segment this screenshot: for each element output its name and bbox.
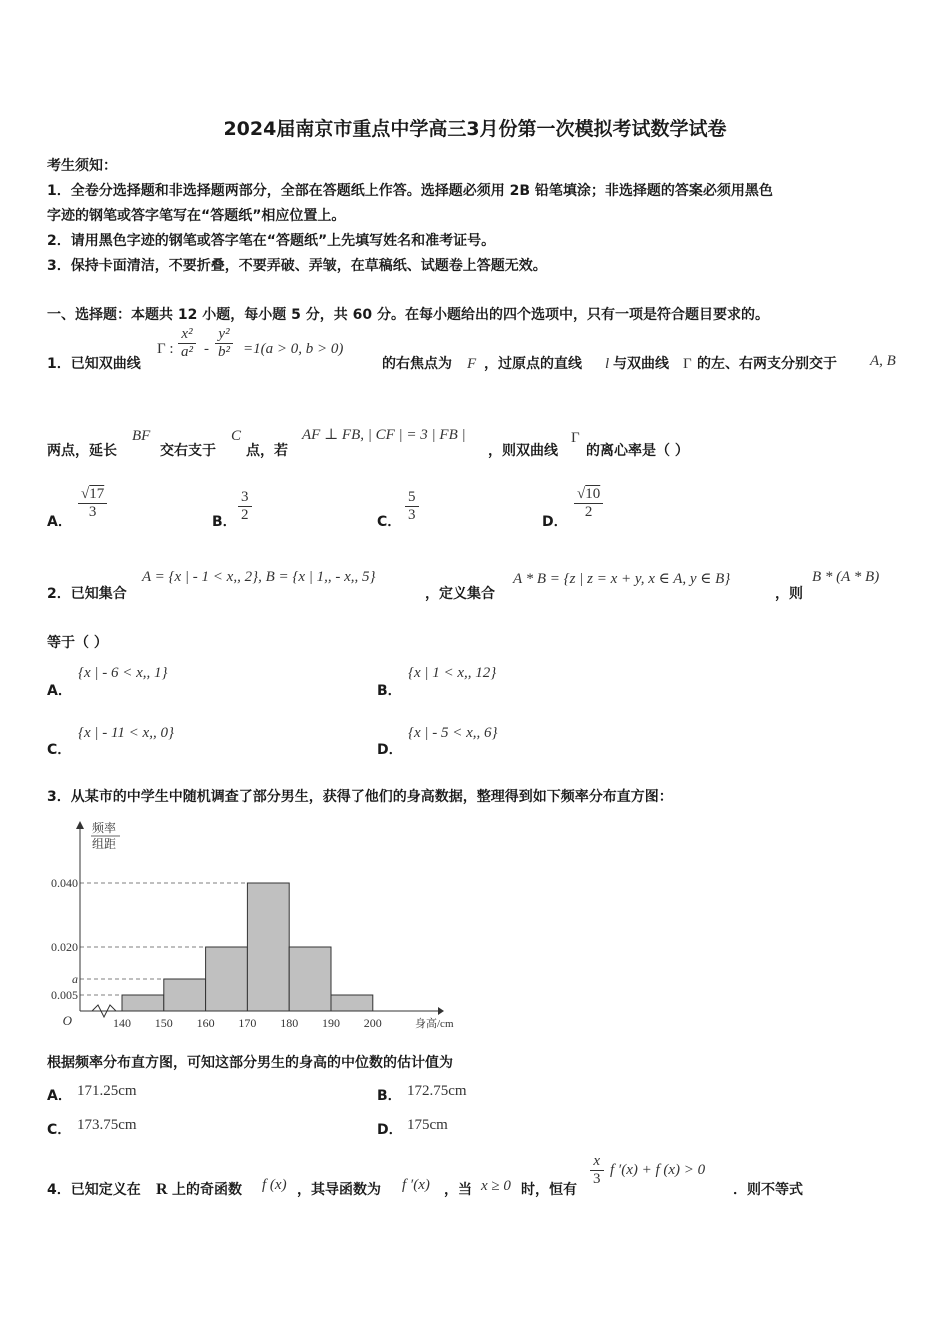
q3-option-A-value[interactable]: 171.25cm (77, 1083, 137, 1099)
q4-text-4: ，当 (444, 1182, 472, 1198)
q2-option-D-value[interactable]: {x | - 5 < x,, 6} (408, 725, 498, 741)
q1-option-A-value[interactable]: $\frac{√17}{3}$ (78, 486, 107, 521)
q1-option-C-num: 5 (405, 489, 419, 507)
q3-option-A-label[interactable]: A． (47, 1088, 72, 1104)
q1-text-4: 与双曲线 (613, 356, 669, 372)
q2-expression: B * (A * B) (812, 569, 880, 585)
q4-fraction (590, 1153, 604, 1188)
q1-option-B-label[interactable]: B． (212, 514, 237, 530)
q1-x2: x² (178, 326, 196, 344)
y-axis-label-top: 频率 (92, 821, 117, 835)
histogram-bar-190-200 (331, 995, 373, 1011)
q1-text-2: 的右焦点为 (382, 356, 452, 372)
q1-option-C-label[interactable]: C． (377, 514, 402, 530)
histogram-bar-150-160 (164, 979, 206, 1011)
notice-line-1b: 字迹的钢笔或答字笔写在“答题纸”相应位置上。 (47, 208, 346, 224)
q1-F: F (467, 356, 477, 372)
q1-text-8: 点，若 (246, 443, 288, 459)
section-1-heading: 一、选择题：本题共 12 小题，每小题 5 分，共 60 分。在每小题给出的四个选项中，只有一项是符合题目要求的。 (47, 307, 769, 323)
q2-text-1: 2．已知集合 (47, 586, 127, 602)
q3-option-B-value[interactable]: 172.75cm (407, 1083, 467, 1099)
q1-option-C-den: 3 (408, 507, 416, 523)
q4-inequality: f ′(x) + f (x) > 0 (610, 1162, 706, 1178)
x-axis-label: 身高/cm (415, 1018, 454, 1030)
q1-option-B-value[interactable] (238, 489, 252, 524)
q2-option-C-value[interactable]: {x | - 11 < x,, 0} (78, 725, 174, 741)
x-tick-labels (113, 1016, 382, 1030)
q3-option-D-label[interactable]: D． (377, 1122, 403, 1138)
q1-gamma-2: Γ (683, 356, 692, 372)
q1-option-D-label[interactable]: D． (542, 514, 568, 530)
notice-line-3: 3．保持卡面清洁，不要折叠，不要弄破、弄皱，在草稿纸、试题卷上答题无效。 (47, 258, 547, 274)
x-tick-150: 150 (154, 1016, 173, 1030)
x-tick-140: 140 (113, 1016, 131, 1030)
histogram-bar-140-150 (122, 995, 164, 1011)
y-axis-label-bottom: 组距 (92, 837, 117, 851)
q1-option-B-den: 2 (241, 507, 249, 523)
histogram-bar-180-190 (289, 947, 331, 1011)
q2-option-B-value[interactable]: {x | 1 < x,, 12} (408, 665, 497, 681)
q1-condition-2: AF ⊥ FB, | CF | = 3 | FB | (302, 427, 466, 443)
q1-frac-x (178, 326, 196, 361)
q1-option-B-num: 3 (238, 489, 252, 507)
q1-option-A-den: 3 (88, 504, 97, 520)
q1-option-C-value[interactable] (405, 489, 419, 524)
q1-text-10: 的离心率是（ ） (586, 443, 689, 459)
q4-text-5: 时，恒有 (521, 1182, 577, 1198)
q2-option-D-label[interactable]: D． (377, 742, 403, 758)
q3-text-2: 根据频率分布直方图，可知这部分男生的身高的中位数的估计值为 (47, 1055, 453, 1071)
q1-text-1: 1．已知双曲线 (47, 356, 141, 372)
q4-text-3: ，其导函数为 (297, 1182, 381, 1198)
q1-BF: BF (132, 428, 151, 444)
q1-option-D-radicand: 10 (585, 486, 601, 502)
q1-text-7: 交右支于 (160, 443, 216, 459)
q3-option-B-label[interactable]: B． (377, 1088, 402, 1104)
q1-option-A-label[interactable]: A． (47, 514, 72, 530)
q4-R: R (156, 1181, 168, 1198)
y-tick-2: a (72, 972, 78, 986)
q4-text-1: 4．已知定义在 (47, 1182, 141, 1198)
q4-condition: x ≥ 0 (481, 1178, 511, 1194)
x-tick-180: 180 (280, 1016, 299, 1030)
q4-fprime-x: f ′(x) (402, 1177, 430, 1193)
q1-a2: a² (181, 344, 193, 360)
q1-frac-y (215, 326, 233, 361)
q2-text-4: 等于（ ） (47, 635, 108, 651)
notice-heading: 考生须知： (47, 158, 117, 174)
q2-option-B-label[interactable]: B． (377, 683, 402, 699)
q2-option-A-label[interactable]: A． (47, 683, 72, 699)
notice-line-2: 2．请用黑色字迹的钢笔或答字笔在“答题纸”上先填写姓名和准考证号。 (47, 233, 496, 249)
y-tick-3: 0.005 (51, 988, 78, 1002)
q3-option-C-value[interactable]: 173.75cm (77, 1117, 137, 1133)
histogram-chart (40, 815, 470, 1035)
histogram-bar-170-180 (247, 883, 289, 1011)
q4-text-6: ．则不等式 (733, 1182, 803, 1198)
q1-b2: b² (218, 344, 230, 360)
y-tick-0: 0.040 (51, 876, 78, 890)
q1-condition: =1(a > 0, b > 0) (243, 341, 344, 357)
y-tick-labels (51, 876, 78, 1002)
q1-text-3: ，过原点的直线 (484, 356, 582, 372)
q2-option-C-label[interactable]: C． (47, 742, 72, 758)
q2-set-definition: A = {x | - 1 < x,, 2}, B = {x | 1,, - x,, 5} (142, 569, 376, 585)
q1-text-6: 两点，延长 (47, 443, 117, 459)
q1-text-9: ，则双曲线 (488, 443, 558, 459)
page-title: 2024届南京市重点中学高三3月份第一次模拟考试数学试卷 (223, 118, 727, 140)
q2-text-2: ，定义集合 (425, 586, 495, 602)
q4-fraction-den: 3 (593, 1171, 601, 1187)
y-axis-arrow (76, 821, 84, 829)
y-tick-1: 0.020 (51, 940, 78, 954)
q1-C: C (231, 428, 242, 444)
q1-gamma-3: Γ (571, 430, 580, 446)
q1-gamma: Γ : (157, 341, 174, 357)
q2-option-A-value[interactable]: {x | - 6 < x,, 1} (78, 665, 168, 681)
q1-AB: A, B (870, 353, 896, 369)
q3-text-1: 3．从某市的中学生中随机调查了部分男生，获得了他们的身高数据，整理得到如下频率分布直方图： (47, 789, 673, 805)
origin-label: O (62, 1013, 72, 1028)
q4-fx: f (x) (262, 1177, 287, 1193)
q1-option-D-value[interactable]: $\frac{√10}{2}$ (574, 486, 603, 521)
histogram-bar-160-170 (206, 947, 248, 1011)
q3-option-D-value[interactable]: 175cm (407, 1117, 448, 1133)
q1-y2: y² (215, 326, 233, 344)
q1-option-D-den: 2 (584, 504, 593, 520)
q1-minus: - (204, 341, 209, 357)
q1-l: l (605, 356, 610, 372)
q3-option-C-label[interactable]: C． (47, 1122, 72, 1138)
x-tick-200: 200 (363, 1016, 382, 1030)
x-tick-190: 190 (322, 1016, 340, 1030)
x-axis-arrow (438, 1007, 444, 1015)
q2-text-3: ，则 (775, 586, 803, 602)
q1-text-5: 的左、右两支分别交于 (697, 356, 837, 372)
x-tick-160: 160 (196, 1016, 215, 1030)
q2-star-definition: A * B = {z | z = x + y, x ∈ A, y ∈ B} (513, 571, 731, 587)
q4-fraction-num: x (590, 1153, 604, 1171)
notice-line-1a: 1．全卷分选择题和非选择题两部分，全部在答题纸上作答。选择题必须用 2B 铅笔填涂；非选择题的答案必须用黑色 (47, 183, 773, 199)
x-tick-170: 170 (238, 1016, 257, 1030)
q4-text-2: 上的奇函数 (172, 1182, 242, 1198)
q1-option-A-radicand: 17 (89, 486, 105, 502)
